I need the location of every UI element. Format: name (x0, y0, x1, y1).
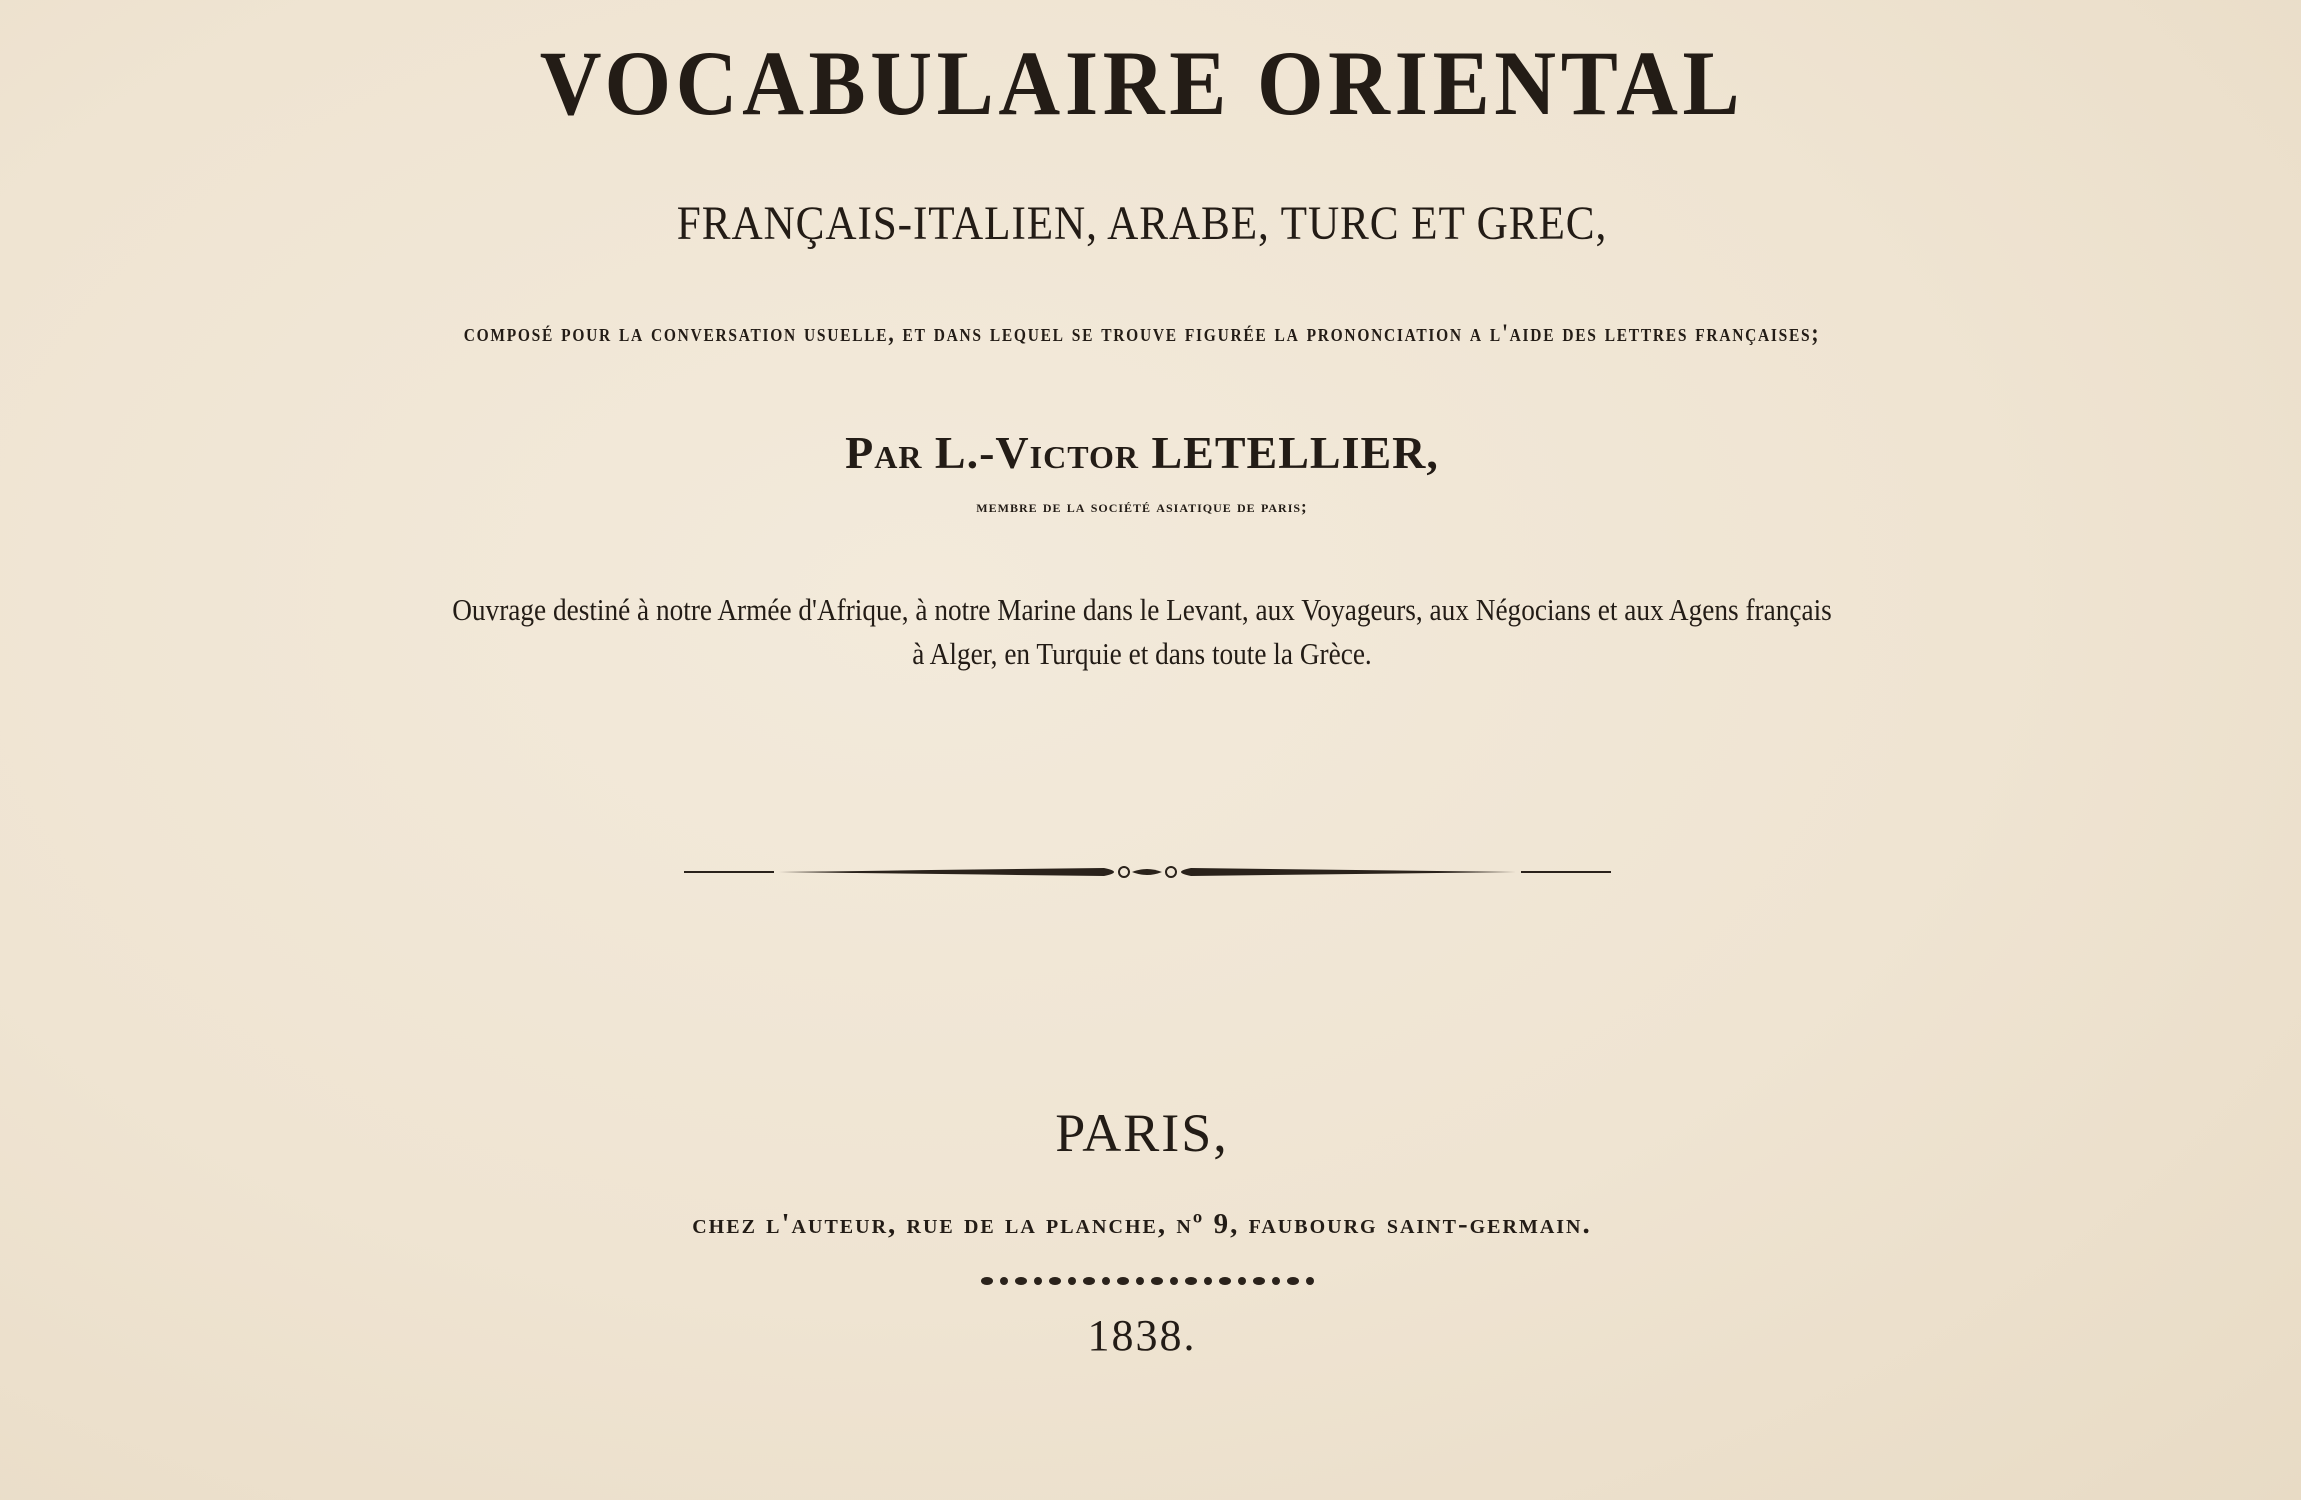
publisher-address: chez l'auteur, rue de la planche, nº 9, faubourg saint-germain. (692, 1208, 1592, 1240)
ornamental-rule (684, 860, 1611, 884)
book-subtitle: FRANÇAIS-ITALIEN, ARABE, TURC ET GREC, (676, 197, 1608, 250)
author-affiliation: membre de la société asiatique de paris; (976, 497, 1308, 516)
purpose-line-1: Ouvrage destiné à notre Armée d'Afrique, à notre Marine dans le Levant, aux Voyageurs, aux Négocians et aux Agens français (452, 592, 1832, 627)
book-title: VOCABULAIRE ORIENTAL (539, 32, 1745, 134)
author: Par L.-Victor LETELLIER, (845, 427, 1439, 478)
purpose-line-2: à Alger, en Turquie et dans toute la Grèce. (912, 636, 1372, 671)
book-description: composé pour la conversation usuelle, et dans lequel se trouve figurée la prononciation a l'aide des lettres françaises; (463, 320, 1821, 347)
publication-year: 1838. (1087, 1311, 1197, 1360)
dotted-ornament (979, 1273, 1327, 1289)
publication-city: PARIS, (1055, 1103, 1229, 1163)
